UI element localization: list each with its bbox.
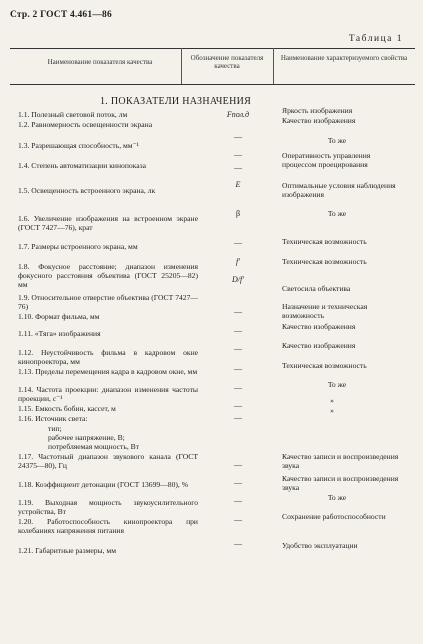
property-1-1: Яркость изображения [282, 106, 353, 115]
designation-1-19: — [234, 496, 242, 505]
indicator-1-16: 1.16. Источник света: [18, 414, 88, 423]
property-1-15: » [330, 396, 334, 405]
property-1-14: То же [327, 380, 347, 389]
designation-1-21: — [234, 539, 242, 548]
property-1-13: Техническая возможность [282, 361, 367, 370]
designation-1-5: E [235, 180, 241, 189]
column-divider-2 [273, 48, 274, 84]
column-header-property: Наименование характеризуемого свойства [280, 54, 408, 62]
designation-1-9: D/f' [232, 275, 244, 284]
indicator-1-11: 1.11. «Тяга» изображения [18, 329, 101, 338]
property-1-20: Сохранение работоспособности [282, 512, 386, 521]
indicator-1-3: 1.3. Разрешающая способность, мм⁻¹ [18, 141, 139, 150]
designation-1-13: — [234, 364, 242, 373]
property-1-5: Оптимальные условия наблюдения изображения [282, 181, 396, 200]
designation-1-6: β [235, 209, 241, 218]
indicator-1-21: 1.21. Габаритные размеры, мм [18, 546, 117, 555]
designation-1-11: — [234, 326, 242, 335]
property-1-3: То же [327, 136, 347, 145]
property-1-7: Техническая возможность [282, 237, 367, 246]
designation-1-14: — [234, 383, 242, 392]
designation-1-3: — [234, 150, 242, 159]
indicator-1-10: 1.10. Формат фильма, мм [18, 312, 100, 321]
indicator-1-1: 1.1. Полезный световой поток, лм [18, 110, 128, 119]
indicator-1-17: 1.17. Частотный диапазон звукового канала (ГОСТ 24375—80), Гц [18, 452, 198, 471]
property-1-2: Качество изображения [282, 116, 356, 125]
indicator-1-8: 1.8. Фокусное расстояние; диапазон изменения фокусного расстояния объектива (ГОСТ 25205—82) мм [18, 262, 198, 290]
indicator-1-4: 1.4. Степень автоматизации кинопоказа [18, 161, 146, 170]
designation-1-7: — [234, 238, 242, 247]
column-header-indicator: Наименование показателя качества [47, 58, 153, 66]
designation-1-17: — [234, 460, 242, 469]
section-title: 1. ПОКАЗАТЕЛИ НАЗНАЧЕНИЯ [100, 96, 252, 107]
column-divider-1 [181, 48, 182, 84]
column-header-designation: Обозначение показателя качества [190, 54, 264, 71]
indicator-1-13: 1.13. Пределы перемещения кадра в кадровом окне, мм [18, 367, 198, 376]
property-1-18: Качество записи и воспроизведения звука [282, 474, 399, 493]
indicator-1-16-type: тип; [48, 424, 62, 433]
indicator-1-5: 1.5. Освещенность встроенного экрана, лк [18, 186, 156, 195]
designation-1-10: — [234, 307, 242, 316]
indicator-1-12: 1.12. Неустойчивость фильма в кадровом окне кинопроектора, мм [18, 348, 198, 367]
property-1-12: Качество изображения [282, 341, 356, 350]
property-1-21: Удобство эксплуатации [282, 541, 358, 550]
indicator-1-14: 1.14. Частота проекции: диапазон изменения частоты проекции, с⁻¹ [18, 385, 198, 404]
indicator-1-2: 1.2. Равномерность освещенности экрана [18, 120, 153, 129]
property-1-19: То же [327, 493, 347, 502]
property-1-11: Качество изображения [282, 322, 356, 331]
property-1-16: » [330, 406, 334, 415]
designation-1-20: — [234, 515, 242, 524]
property-1-17: Качество записи и воспроизведения звука [282, 452, 399, 471]
indicator-1-16-power: потребляемая мощность, Вт [48, 442, 140, 451]
page-header: Стр. 2 ГОСТ 4.461—86 [10, 10, 112, 20]
indicator-1-19: 1.19. Выходная мощность звукоусилительного устройства, Вт [18, 498, 198, 517]
property-1-8: Техническая возможность [282, 257, 367, 266]
designation-1-16: — [234, 413, 242, 422]
property-1-4: Оперативность управления процессом проецирования [282, 151, 371, 170]
designation-1-18: — [234, 478, 242, 487]
indicator-1-9: 1.9. Относительное отверстие объектива (ГОСТ 7427—76) [18, 293, 198, 312]
table-label: Таблица 1 [348, 34, 403, 44]
indicator-1-7: 1.7. Размеры встроенного экрана, мм [18, 242, 138, 251]
table-header-rule [10, 84, 415, 85]
designation-1-15: — [234, 401, 242, 410]
property-1-10: Назначение и техническая возможность [282, 302, 368, 321]
designation-1-12: — [234, 344, 242, 353]
property-1-9: Светосила объектива [282, 284, 351, 293]
indicator-1-18: 1.18. Коэффициент детонации (ГОСТ 13699—80), % [18, 480, 189, 489]
table-top-rule [10, 48, 415, 49]
designation-1-8: f' [236, 257, 240, 266]
designation-1-2: — [234, 132, 242, 141]
designation-1-1: Fпол.д [226, 110, 250, 119]
indicator-1-20: 1.20. Работоспособность кинопроектора при колебаниях напряжения питания [18, 517, 198, 536]
indicator-1-6: 1.6. Увеличение изображения на встроенном экране (ГОСТ 7427—76), крат [18, 214, 198, 233]
indicator-1-16-voltage: рабочее напряжение, В; [48, 433, 125, 442]
designation-1-4: — [234, 163, 242, 172]
property-1-6: То же [327, 209, 347, 218]
indicator-1-15: 1.15. Емкость бобин, кассет, м [18, 404, 116, 413]
